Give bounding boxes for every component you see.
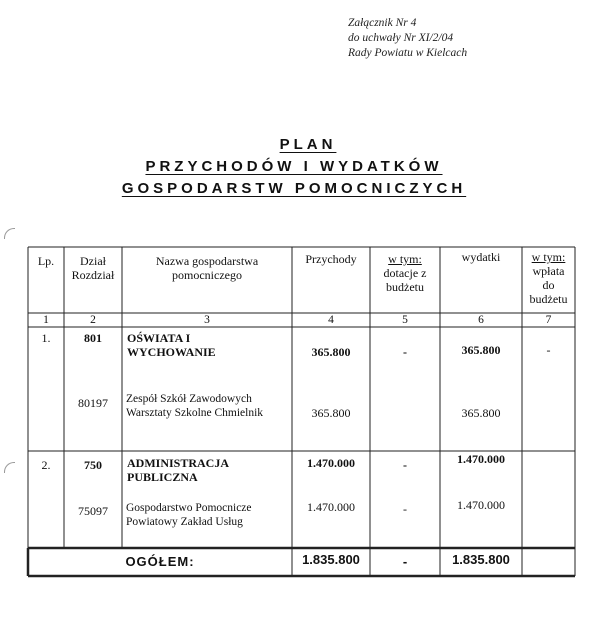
header-lp: Lp. (37, 254, 55, 268)
annex-line-2: do uchwały Nr XI/2/04 (348, 32, 454, 44)
row-2-nazwa-line-1: ADMINISTRACJA (127, 456, 230, 470)
row-2-sub-nazwa-line-1: Gospodarstwo Pomocnicze (126, 502, 252, 514)
header-dzial (64, 254, 122, 282)
title-line-2: PRZYCHODÓW I WYDATKÓW (145, 158, 443, 175)
punch-hole-mark (4, 462, 15, 473)
row-2-sub-wydatki: 1.470.000 (457, 498, 505, 512)
row-2-nazwa (127, 456, 289, 484)
row-1-nazwa-line-2: WYCHOWANIE (127, 345, 216, 359)
header-nazwa-line-2: pomocniczego (172, 268, 242, 282)
header-wplata-line-1: w tym: (531, 250, 566, 264)
total-dotacje: - (402, 554, 408, 569)
row-1-dzial: 801 (84, 331, 102, 345)
row-2-sub-nazwa (126, 501, 292, 529)
row-1-sub-nazwa (126, 392, 292, 420)
header-wplata (522, 250, 575, 306)
column-number: 2 (90, 314, 96, 326)
row-1-lp: 1. (41, 331, 51, 345)
row-2-lp: 2. (41, 458, 51, 472)
annex-line-3: Rady Powiatu w Kielcach (348, 47, 468, 59)
row-2-przychody: 1.470.000 (307, 456, 355, 470)
row-2-sub-przychody: 1.470.000 (307, 500, 355, 514)
header-nazwa-line-1: Nazwa gospodarstwa (155, 254, 259, 268)
header-dotacje (370, 252, 440, 294)
row-2-sub-dotacje: - (403, 502, 407, 516)
column-number: 3 (204, 314, 210, 326)
row-1-nazwa (127, 331, 289, 359)
row-2-dotacje: - (403, 458, 407, 472)
header-dotacje-line-1: w tym: (388, 252, 422, 266)
header-wplata-line-4: budżetu (529, 292, 568, 306)
row-1-wplata: - (546, 343, 551, 357)
punch-hole-mark (4, 228, 15, 239)
header-nazwa (122, 254, 292, 282)
header-przychody: Przychody (305, 252, 357, 266)
row-1-nazwa-line-1: OŚWIATA I (127, 331, 191, 345)
row-2-dzial: 750 (84, 458, 102, 472)
total-wydatki: 1.835.800 (452, 552, 510, 567)
column-number: 5 (402, 314, 408, 326)
row-1-sub-przychody: 365.800 (311, 406, 351, 420)
header-wydatki: wydatki (461, 250, 501, 264)
row-1-wydatki: 365.800 (461, 343, 501, 357)
header-dotacje-line-3: budżetu (386, 280, 424, 294)
row-2-sub-nazwa-line-2: Powiatowy Zakład Usług (126, 516, 243, 528)
row-1-sub-wydatki: 365.800 (461, 406, 501, 420)
column-number: 6 (478, 314, 484, 326)
header-wplata-line-3: do (542, 278, 555, 292)
annex-note (348, 16, 467, 61)
row-2-nazwa-line-2: PUBLICZNA (127, 470, 198, 484)
total-label: OGÓŁEM: (125, 554, 195, 569)
annex-line-1: Załącznik Nr 4 (348, 17, 417, 29)
column-number: 7 (545, 314, 552, 326)
header-dzial-line-1: Dział (80, 254, 106, 268)
row-1-sub-nazwa-line-1: Zespół Szkół Zawodowych (126, 393, 252, 405)
row-1-przychody: 365.800 (311, 345, 351, 359)
row-1-sub-rozdzial: 80197 (78, 396, 108, 410)
header-dzial-line-2: Rozdział (71, 268, 115, 282)
header-dotacje-line-2: dotacje z (383, 266, 427, 280)
column-number: 1 (43, 314, 49, 326)
row-2-sub-rozdzial: 75097 (78, 504, 108, 518)
row-1-dotacje: - (403, 345, 407, 359)
column-number: 4 (328, 314, 334, 326)
header-wplata-line-2: wpłata (532, 264, 565, 278)
title-line-3: GOSPODARSTW POMOCNICZYCH (121, 180, 467, 197)
title-line-1: PLAN (279, 136, 337, 153)
total-przychody: 1.835.800 (302, 552, 360, 567)
row-1-sub-nazwa-line-2: Warsztaty Szkolne Chmielnik (126, 407, 264, 419)
row-2-wydatki: 1.470.000 (457, 452, 505, 466)
